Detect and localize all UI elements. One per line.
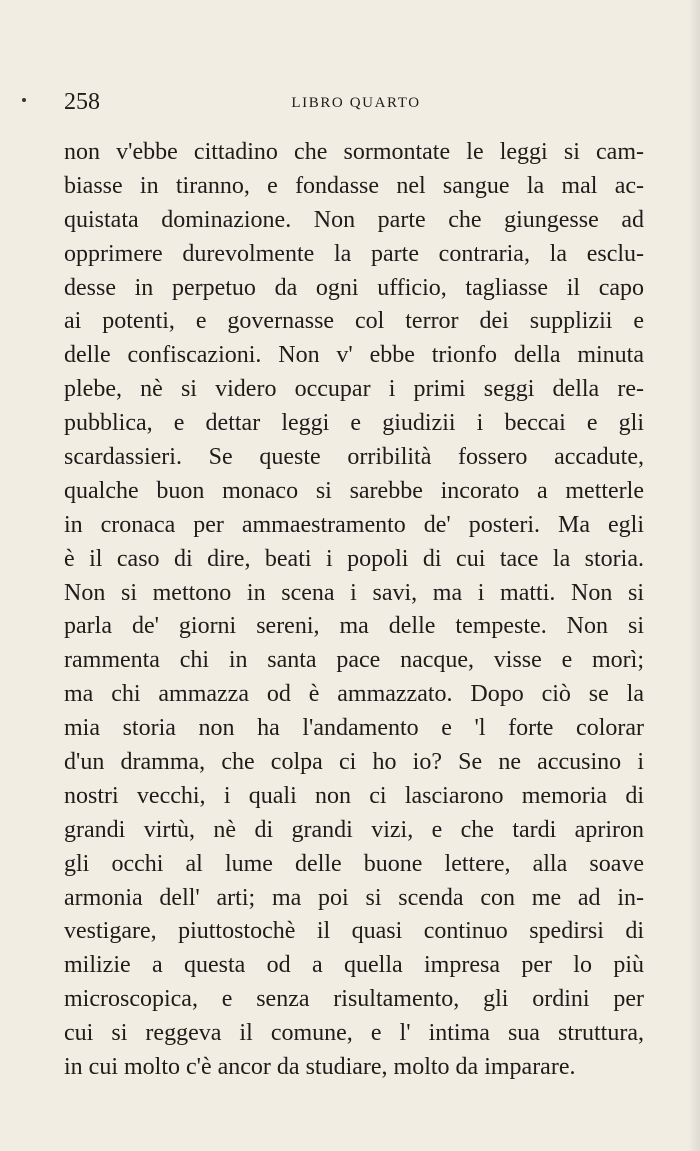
text-line: ma chi ammazza od è ammazzato. Dopo ciò se la [64, 681, 644, 708]
text-line: scardassieri. Se queste orribilità fossero accadute, [64, 444, 644, 471]
text-line: ai potenti, e governasse col terror dei supplizii e [64, 308, 644, 335]
text-line: gli occhi al lume delle buone lettere, alla soave [64, 850, 644, 877]
text-line: è il caso di dire, beati i popoli di cui tace la storia. [64, 545, 644, 572]
text-line: parla de' giorni sereni, ma delle tempeste. Non si [64, 613, 644, 640]
body-text [64, 136, 644, 1085]
text-line: quistata dominazione. Non parte che giungesse ad [64, 206, 644, 233]
text-line: qualche buon monaco si sarebbe incorato a metterle [64, 477, 644, 504]
text-line: nostri vecchi, i quali non ci lasciarono memoria di [64, 782, 644, 809]
text-line: Non si mettono in scena i savi, ma i matti. Non si [64, 579, 644, 606]
text-line-last: in cui molto c'è ancor da studiare, molto da imparare. [64, 1054, 576, 1081]
text-line: delle confiscazioni. Non v' ebbe trionfo della minuta [64, 342, 644, 369]
text-line: grandi virtù, nè di grandi vizi, e che tardi apriron [64, 816, 644, 843]
text-line: desse in perpetuo da ogni ufficio, tagliasse il capo [64, 274, 644, 301]
text-line: mia storia non ha l'andamento e 'l forte colorar [64, 715, 644, 742]
text-line: rammenta chi in santa pace nacque, visse e morì; [64, 647, 644, 674]
text-line: plebe, nè si videro occupar i primi seggi della re- [64, 376, 644, 403]
text-line: d'un dramma, che colpa ci ho io? Se ne accusino i [64, 749, 644, 776]
page-number: 258 [64, 89, 100, 115]
text-line: in cronaca per ammaestramento de' posteri. Ma egli [64, 511, 644, 538]
text-line: armonia dell' arti; ma poi si scenda con me ad in- [64, 884, 644, 911]
text-line: pubblica, e dettar leggi e giudizii i beccai e gli [64, 410, 644, 437]
text-line: non v'ebbe cittadino che sormontate le leggi si cam- [64, 139, 644, 165]
page-edge-shadow [688, 0, 700, 1151]
text-line: opprimere durevolmente la parte contraria, la esclu- [64, 240, 644, 267]
running-head: LIBRO QUARTO [291, 95, 421, 111]
text-line: cui si reggeva il comune, e l' intima sua struttura, [64, 1020, 644, 1047]
page-header [64, 88, 648, 116]
text-line: microscopica, e senza risultamento, gli ordini per [64, 986, 644, 1013]
text-line: vestigare, piuttostochè il quasi continuo spedirsi di [64, 918, 644, 945]
text-line: milizie a questa od a quella impresa per lo più [64, 952, 644, 979]
margin-speck [22, 98, 26, 102]
text-line: biasse in tiranno, e fondasse nel sangue la mal ac- [64, 172, 644, 199]
